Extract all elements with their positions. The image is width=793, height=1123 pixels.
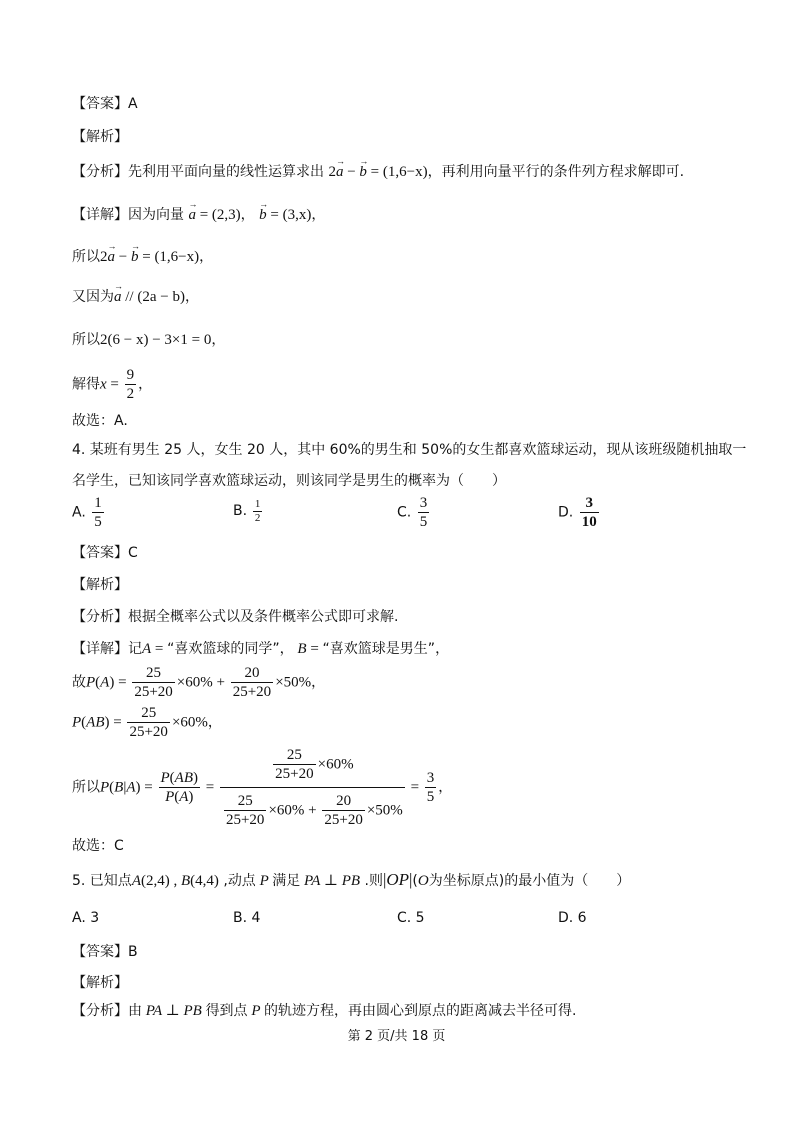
q5-answer-line bbox=[72, 942, 138, 962]
fenxi-text: 根据全概率公式以及条件概率公式即可求解. bbox=[128, 609, 399, 625]
q4-stem-line2: 名学生，已知该同学喜欢篮球运动，则该同学是男生的概率为（ ） bbox=[72, 473, 506, 489]
fenxi-pre: 由 bbox=[128, 1003, 142, 1019]
numerator: 3 bbox=[580, 494, 599, 513]
suoyi-text: 所以 bbox=[72, 332, 100, 348]
numerator: 25 bbox=[224, 792, 266, 811]
q4-pa-line: 故P(A) = $\frac{25}{25+20}$ ×60% + $\frac{20}{25+20}$ ×50%， bbox=[72, 665, 326, 700]
q3-fenxi-line bbox=[72, 162, 684, 182]
vector-expression: 2→ a − → b = (1,6−x) bbox=[328, 164, 427, 180]
denominator: 25+20 bbox=[275, 766, 314, 782]
option-label: C. bbox=[397, 504, 412, 521]
answer-tag: 【答案】 bbox=[72, 545, 128, 561]
vector-a-value: (2,3) bbox=[211, 207, 241, 223]
denominator: 10 bbox=[581, 514, 597, 530]
q3-step2: 又因为→ a // (2a − b)， bbox=[72, 287, 199, 307]
q4-fenxi-line bbox=[72, 607, 398, 627]
stem-mid: 动点 bbox=[227, 873, 256, 889]
percent-60: ×60% bbox=[176, 674, 213, 691]
fraction bbox=[224, 792, 266, 829]
denominator: 25+20 bbox=[225, 812, 265, 828]
page-footer: 第 2 页/共 18 页 bbox=[347, 1029, 446, 1044]
fenxi-post: 的轨迹方程，再由圆心到原点的距离减去半径可得. bbox=[263, 1003, 577, 1019]
q5-option-b: B. 4 bbox=[233, 910, 261, 926]
fraction bbox=[322, 792, 364, 829]
suoyi-text: 所以 bbox=[72, 249, 100, 265]
q4-answer-line bbox=[72, 543, 138, 563]
gu-text: 故 bbox=[72, 674, 86, 691]
equation: 2(6 − x) − 3×1 = 0 bbox=[100, 332, 212, 348]
big-numerator bbox=[220, 746, 405, 788]
numerator: 1 bbox=[254, 498, 261, 510]
percent-50: ×50% bbox=[275, 674, 312, 691]
q3-step4: 解得x = $\frac{9}{2}$ ， bbox=[72, 367, 153, 402]
detail-text: 因为向量 bbox=[128, 207, 184, 223]
vector-expression: 2→ a − → b = (1,6−x) bbox=[100, 249, 199, 265]
denominator: 5 bbox=[426, 789, 435, 805]
jiede-text: 解得 bbox=[72, 376, 100, 393]
fenxi-tag: 【分析】 bbox=[72, 1003, 128, 1019]
q4-pab-line: P(AB) = $\frac{25}{25+20}$ ×60%， bbox=[72, 705, 222, 740]
vector-b-def: → b = (3,x) bbox=[259, 207, 311, 223]
stem-paren: 为坐标原点)的最小值为（ ） bbox=[428, 873, 631, 889]
fraction: $\frac{P(AB)}{P(A)}$ bbox=[160, 770, 198, 805]
parallel-expr: (2a − b) bbox=[137, 289, 185, 305]
q4-detail-line: 【详解】记A = “喜欢篮球的同学”， B = “喜欢篮球是男生”， bbox=[72, 641, 450, 657]
q4-option-d bbox=[558, 494, 601, 531]
fraction bbox=[132, 664, 174, 701]
q5-analysis-tag: 【解析】 bbox=[72, 975, 128, 991]
answer-tag: 【答案】 bbox=[72, 944, 128, 960]
numerator: 1 bbox=[94, 495, 102, 511]
option-label: A. bbox=[72, 504, 86, 521]
numerator: 3 bbox=[426, 770, 435, 786]
q5-option-a: A. 3 bbox=[72, 910, 100, 926]
q3-answer-line bbox=[72, 94, 138, 114]
q3-detail-line: 【详解】因为向量 → a = (2,3)， → b = (3,x)， bbox=[72, 205, 325, 225]
percent-60: ×60% bbox=[317, 756, 354, 773]
result-value: (1,6−x) bbox=[154, 249, 200, 265]
answer-tag: 【答案】 bbox=[72, 96, 128, 112]
denominator: 2 bbox=[254, 512, 261, 524]
q3-analysis-tag: 【解析】 bbox=[72, 129, 128, 145]
percent-60: ×60% bbox=[268, 802, 305, 819]
numerator: 20 bbox=[231, 664, 273, 683]
q4-stem-line1: 4. 某班有男生 25 人，女生 20 人，其中 60%的男生和 50%的女生都喜欢篮球运动，现从该班级随机抽取一 bbox=[72, 442, 747, 458]
denominator: 5 bbox=[419, 514, 428, 530]
option-fraction bbox=[92, 494, 104, 531]
denominator: 5 bbox=[94, 514, 102, 530]
stem-ze: 则 bbox=[368, 873, 383, 889]
numerator: 25 bbox=[132, 664, 174, 683]
denominator: 25+20 bbox=[134, 684, 173, 700]
big-fraction bbox=[220, 746, 405, 829]
result-value: (1,6−x) bbox=[382, 164, 428, 180]
result-fraction bbox=[425, 769, 437, 806]
ji-text: 记 bbox=[128, 641, 142, 657]
fenxi-tag: 【分析】 bbox=[72, 609, 128, 625]
percent-50: ×50% bbox=[366, 802, 403, 819]
detail-tag: 【详解】 bbox=[72, 641, 128, 657]
numerator: 20 bbox=[322, 792, 364, 811]
x-variable: x bbox=[100, 376, 107, 393]
detail-tag: 【详解】 bbox=[72, 207, 128, 223]
youyin-text: 又因为 bbox=[72, 289, 114, 305]
fraction bbox=[127, 704, 169, 741]
denominator: 25+20 bbox=[232, 684, 272, 700]
vector-a-def: → a = (2,3) bbox=[188, 207, 240, 223]
q3-step1: 所以2→ a − → b = (1,6−x)， bbox=[72, 247, 213, 267]
numerator: 25 bbox=[273, 746, 315, 765]
answer-value: B bbox=[128, 944, 138, 960]
q4-choice: 故选：C bbox=[72, 838, 124, 854]
fenxi-text-post: ，再利用向量平行的条件列方程求解即可. bbox=[427, 164, 685, 180]
fraction bbox=[231, 664, 273, 701]
option-label: B. bbox=[233, 503, 248, 519]
vector-b-value: (3,x) bbox=[282, 207, 312, 223]
q4-option-c bbox=[397, 494, 431, 531]
event-a: “喜欢篮球的同学” bbox=[167, 641, 280, 657]
numerator: 25 bbox=[127, 704, 169, 723]
fraction bbox=[273, 746, 315, 783]
percent-60: ×60% bbox=[171, 714, 208, 731]
q3-step3: 所以2(6 − x) − 3×1 = 0， bbox=[72, 332, 226, 348]
q5-option-c: C. 5 bbox=[397, 910, 425, 926]
event-b: “喜欢篮球是男生” bbox=[322, 641, 436, 657]
numerator: 3 bbox=[419, 495, 428, 511]
big-denominator: $\frac{25}{25+20}$ ×60% + $\frac{20}{25+20}$ ×50% bbox=[225, 793, 403, 828]
q5-fenxi-line: 【分析】由 PA ⊥ PB 得到点 P 的轨迹方程，再由圆心到原点的距离减去半径可得. bbox=[72, 1003, 577, 1019]
q4-pba-line: 所以P(B|A) = $\frac{P(AB)}{P(A)}$ = $\frac{25}{25+20}$ ×60% $\frac{25}{25+20}$ ×60% + $\frac{20}{25+20}$ ×50% = $\frac{3}{5}$ ， bbox=[72, 747, 453, 828]
option-fraction bbox=[418, 494, 430, 531]
answer-value: A bbox=[128, 96, 138, 112]
q4-option-b bbox=[233, 498, 264, 525]
denominator: 2 bbox=[126, 386, 135, 402]
fenxi-text-pre: 先利用平面向量的线性运算求出 bbox=[128, 164, 324, 180]
stem-cond: 满足 bbox=[272, 873, 301, 889]
suoyi-text: 所以 bbox=[72, 779, 100, 796]
fenxi-mid: 得到点 bbox=[205, 1003, 248, 1019]
denominator: 25+20 bbox=[324, 812, 363, 828]
q4-analysis-tag: 【解析】 bbox=[72, 577, 128, 593]
q4-option-a bbox=[72, 494, 106, 531]
stem-pre: 5. 已知点 bbox=[72, 873, 132, 889]
denominator: 25+20 bbox=[129, 724, 168, 740]
option-label: D. bbox=[558, 504, 574, 521]
option-fraction bbox=[580, 494, 599, 531]
fenxi-tag: 【分析】 bbox=[72, 164, 128, 180]
answer-value: C bbox=[128, 545, 138, 561]
q5-option-d: D. 6 bbox=[558, 910, 587, 926]
x-fraction bbox=[125, 366, 137, 403]
option-fraction bbox=[253, 498, 263, 525]
q3-choice: 故选：A. bbox=[72, 413, 128, 429]
q5-stem: 5. 已知点A(2,4) , B(4,4) ,动点 P 满足 PA ⊥ PB .则|OP|(O为坐标原点)的最小值为（ ） bbox=[72, 870, 631, 889]
parallel-expression: → a // (2a − b) bbox=[114, 289, 185, 305]
numerator: 9 bbox=[126, 367, 135, 383]
